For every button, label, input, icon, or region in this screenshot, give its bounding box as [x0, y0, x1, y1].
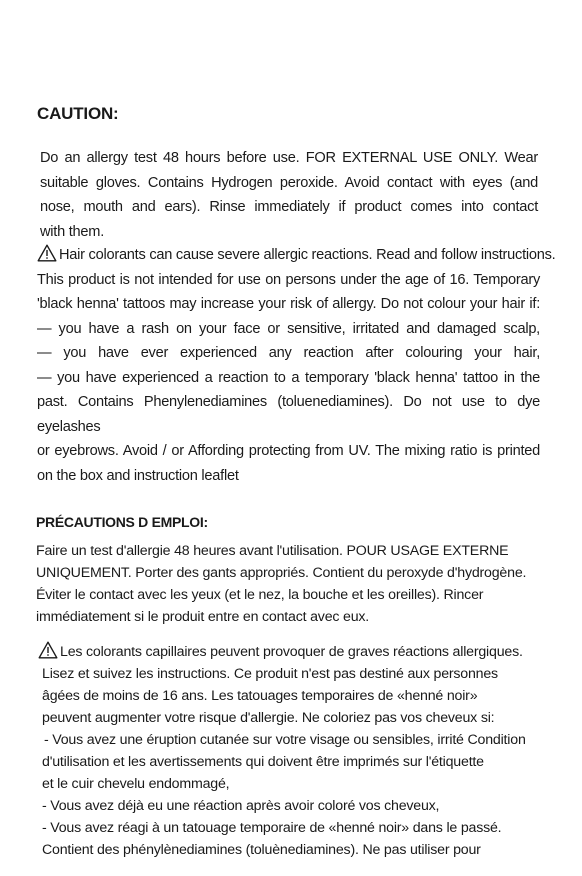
- text-line: peuvent augmenter votre risque d'allergie. Ne coloriez pas vos cheveux si:: [42, 710, 495, 726]
- text-line: Do an allergy test 48 hours before use. FOR EXTERNAL USE ONLY. Wear: [40, 150, 538, 166]
- text-line: et le cuir chevelu endommagé,: [42, 776, 230, 792]
- text-line: — you have experienced a reaction to a temporary 'black henna' tattoo in the: [37, 369, 540, 386]
- text-line: nose, mouth and ears). Rinse immediately if product comes into contact: [40, 199, 538, 215]
- warning-triangle-icon: [37, 244, 57, 262]
- text-line: — you have a rash on your face or sensitive, irritated and damaged scalp,: [37, 320, 540, 337]
- text-line: âgées de moins de 16 ans. Les tatouages temporaires de «henné noir»: [42, 688, 478, 704]
- text-line: past. Contains Phenylenediamines (toluenediamines). Do not use to dye eyelashes: [37, 394, 540, 435]
- text-line: Éviter le contact avec les yeux (et le nez, la bouche et les oreilles). Rincer: [36, 587, 484, 603]
- text-line: This product is not intended for use on persons under the age of 16. Temporary: [37, 271, 540, 288]
- caution-paragraph-2: [37, 243, 556, 488]
- text-line: Lisez et suivez les instructions. Ce produit n'est pas destiné aux personnes: [42, 666, 498, 682]
- text-line: UNIQUEMENT. Porter des gants appropriés. Contient du peroxyde d'hydrogène.: [36, 565, 527, 581]
- text-line: Les colorants capillaires peuvent provoquer de graves réactions allergiques.: [60, 644, 523, 660]
- text-line: 'black henna' tattoos may increase your risk of allergy. Do not colour your hair if:: [37, 296, 540, 312]
- text-line: Faire un test d'allergie 48 heures avant l'utilisation. POUR USAGE EXTERNE: [36, 543, 509, 559]
- caution-heading: CAUTION:: [37, 104, 119, 123]
- warning-line: [38, 641, 550, 663]
- precautions-paragraph-1: [36, 540, 551, 628]
- precautions-paragraph-2: [38, 641, 550, 861]
- text-line: with them.: [40, 223, 105, 240]
- text-line: Hair colorants can cause severe allergic reactions. Read and follow instructions.: [59, 247, 556, 263]
- precautions-heading: PRÉCAUTIONS D EMPLOI:: [36, 514, 208, 530]
- text-line: - Vous avez déjà eu une réaction après avoir coloré vos cheveux,: [42, 798, 440, 814]
- warning-line: [37, 243, 556, 268]
- caution-paragraph-1: [40, 146, 538, 244]
- text-line: immédiatement si le produit entre en contact avec eux.: [36, 609, 370, 625]
- text-line: on the box and instruction leaflet: [37, 467, 239, 484]
- text-line: - Vous avez réagi à un tatouage temporaire de «henné noir» dans le passé.: [42, 820, 502, 836]
- text-line: Contient des phénylènediamines (toluènediamines). Ne pas utiliser pour: [42, 842, 481, 858]
- text-line: d'utilisation et les avertissements qui doivent être imprimés sur l'étiquette: [42, 754, 484, 770]
- warning-triangle-icon: [38, 641, 58, 659]
- text-line: — you have ever experienced any reaction after colouring your hair,: [37, 345, 540, 361]
- text-line: - Vous avez une éruption cutanée sur votre visage ou sensibles, irrité Condition: [44, 732, 526, 748]
- text-line: suitable gloves. Contains Hydrogen peroxide. Avoid contact with eyes (and: [40, 174, 538, 191]
- text-line: or eyebrows. Avoid / or Affording protecting from UV. The mixing ratio is printed: [37, 443, 540, 459]
